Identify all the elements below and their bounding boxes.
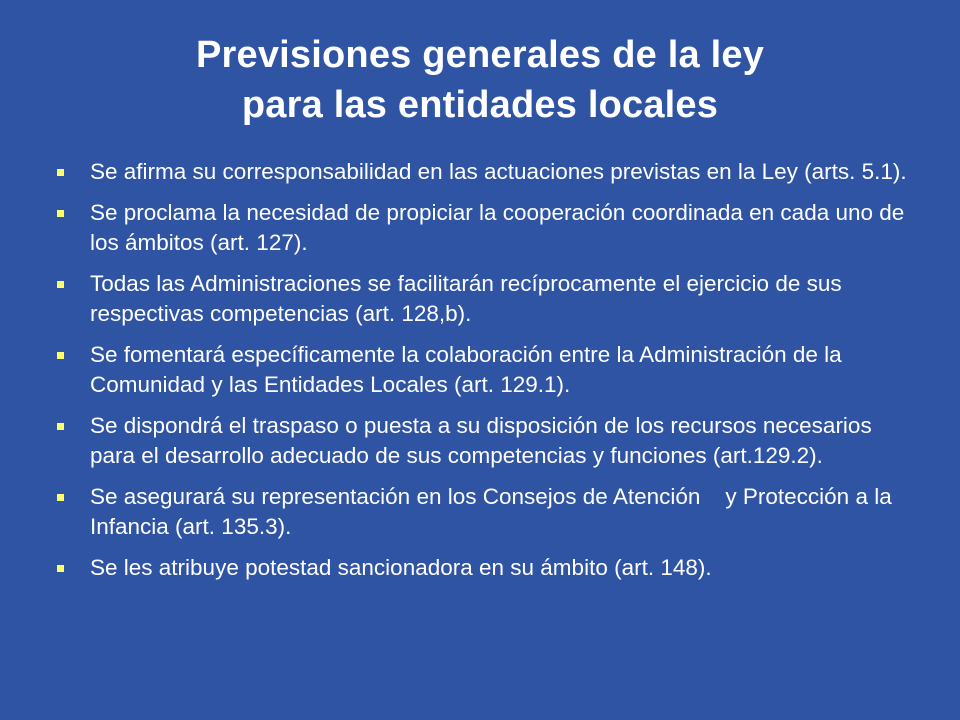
square-bullet-icon (57, 423, 64, 430)
title-line-1: Previsiones generales de la ley (195, 34, 765, 76)
bullet-item (52, 411, 922, 471)
bullet-text: Se fomentará específicamente la colaboración entre la Administración de la Comunidad y las Entidades Locales (art. 129.1). (90, 342, 842, 397)
square-bullet-icon (57, 210, 64, 217)
bullet-item (52, 269, 922, 329)
bullet-item (52, 482, 922, 542)
square-bullet-icon (57, 352, 64, 359)
bullet-item (52, 198, 922, 258)
bullet-item (52, 553, 922, 583)
square-bullet-icon (57, 494, 64, 501)
title-line-2: para las entidades locales (241, 84, 719, 126)
bullet-text: Se les atribuye potestad sancionadora en su ámbito (art. 148). (90, 555, 712, 580)
square-bullet-icon (57, 565, 64, 572)
square-bullet-icon (57, 281, 64, 288)
bullet-item (52, 157, 922, 187)
bullet-text: Se afirma su corresponsabilidad en las actuaciones previstas en la Ley (arts. 5.1). (90, 159, 907, 184)
square-bullet-icon (57, 169, 64, 176)
bullet-item (52, 340, 922, 400)
bullet-text: Todas las Administraciones se facilitarán recíprocamente el ejercicio de sus respectivas competencias (art. 128,b). (90, 271, 842, 326)
bullet-text: Se proclama la necesidad de propiciar la cooperación coordinada en cada uno de los ámbitos (art. 127). (90, 200, 905, 255)
bullet-text: Se dispondrá el traspaso o puesta a su disposición de los recursos necesarios para el desarrollo adecuado de sus competencias y funciones (art.129.2). (90, 413, 872, 468)
bullet-text: Se asegurará su representación en los Consejos de Atención y Protección a la Infancia (art. 135.3). (90, 484, 898, 539)
bullet-list (52, 157, 922, 594)
slide-title (0, 30, 960, 130)
